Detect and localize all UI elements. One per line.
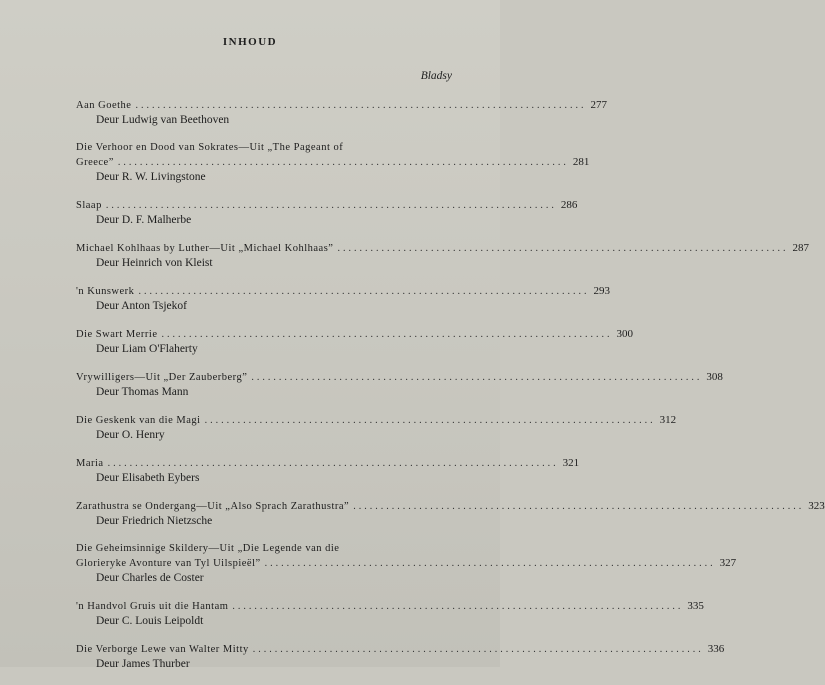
entry-page: 281 [572,156,590,168]
entry-author: Deur Friedrich Nietzsche [96,515,213,527]
toc-entry: Die Verhoor en Dood van Sokrates—Uit „The Pageant of Greece” .................................................................................. 281 Deur R. W. Livingstone [76,142,590,183]
entry-title: Die Verhoor en Dood van Sokrates—Uit „The Pageant of [76,142,344,153]
table-of-contents [76,98,825,685]
entry-title: Vrywilligers—Uit „Der Zauberberg” [76,372,248,383]
entry-page: 287 [792,242,809,254]
entry-page: 336 [707,643,725,655]
entry-title-continued: Glorieryke Avonture van Tyl Uilspieël” [76,558,261,569]
toc-entry: Michael Kohlhaas by Luther—Uit „Michael Kohlhaas” .................................................................................. 287 Deur Heinrich von Kleist [76,242,809,269]
entry-page: 327 [719,557,737,569]
toc-entry: Vrywilligers—Uit „Der Zauberberg” .................................................................................. 308 Deur Thomas Mann [76,371,723,398]
entry-author: Deur Heinrich von Kleist [96,257,213,269]
toc-entry: 'n Handvol Gruis uit die Hantam .................................................................................. 335 Deur C. Louis Leipoldt [76,600,704,627]
entry-title: Maria [76,458,104,469]
entry-page: 286 [560,199,578,211]
toc-entry: Die Geheimsinnige Skildery—Uit „Die Legende van die Glorieryke Avonture van Tyl Uilspieël” .................................................................................. 327 Deur Charles de Coster [76,543,737,584]
entry-author: Deur Liam O'Flaherty [96,343,198,355]
entry-page: 300 [616,328,633,340]
page-number-column-label: Bladsy [420,70,452,82]
toc-entry: 'n Kunswerk .................................................................................. 293 Deur Anton Tsjekof [76,285,610,312]
toc-entry: Aan Goethe .................................................................................. 277 Deur Ludwig van Beethoven [76,99,607,126]
entry-title: Zarathustra se Ondergang—Uit „Also Sprach Zarathustra” [76,501,350,512]
entry-author: Deur Anton Tsjekof [96,300,187,312]
entry-author: Deur C. Louis Leipoldt [96,615,204,627]
entry-title: 'n Kunswerk [76,286,135,297]
page-heading: INHOUD [222,36,278,48]
toc-entry: Slaap .................................................................................. 286 Deur D. F. Malherbe [76,199,578,226]
entry-author: Deur Elisabeth Eybers [96,472,200,484]
entry-page: 312 [659,414,677,426]
toc-entry: Die Geskenk van die Magi .................................................................................. 312 Deur O. Henry [76,414,677,441]
entry-author: Deur Thomas Mann [96,386,189,398]
entry-page: 277 [590,99,607,111]
entry-page: 323 [808,500,825,512]
entry-author: Deur R. W. Livingstone [96,171,206,183]
entry-title-continued: Greece” [76,157,114,168]
entry-page: 293 [593,285,610,297]
entry-title: Slaap [76,200,102,211]
entry-page: 321 [562,457,580,469]
toc-entry: Die Swart Merrie .................................................................................. 300 Deur Liam O'Flaherty [76,328,633,355]
toc-entry: Die Verborge Lewe van Walter Mitty .................................................................................. 336 Deur James Thurber [76,643,725,670]
entry-title: Michael Kohlhaas by Luther—Uit „Michael Kohlhaas” [76,243,334,254]
entry-author: Deur Ludwig van Beethoven [96,114,230,126]
entry-title: Die Geheimsinnige Skildery—Uit „Die Legende van die [76,543,340,554]
entry-author: Deur James Thurber [96,658,190,670]
entry-author: Deur D. F. Malherbe [96,214,192,226]
entry-author: Deur Charles de Coster [96,572,204,584]
entry-author: Deur O. Henry [96,429,165,441]
toc-entry: Zarathustra se Ondergang—Uit „Also Sprach Zarathustra” .................................................................................. 323 Deur Friedrich Nietzsche [76,500,825,527]
toc-entry: Maria .................................................................................. 321 Deur Elisabeth Eybers [76,457,580,484]
entry-title: Die Geskenk van die Magi [76,415,201,426]
entry-title: 'n Handvol Gruis uit die Hantam [76,601,229,612]
entry-title: Aan Goethe [76,100,132,111]
entry-page: 335 [687,600,704,612]
entry-title: Die Verborge Lewe van Walter Mitty [76,644,249,655]
entry-page: 308 [706,371,723,383]
entry-title: Die Swart Merrie [76,329,158,340]
